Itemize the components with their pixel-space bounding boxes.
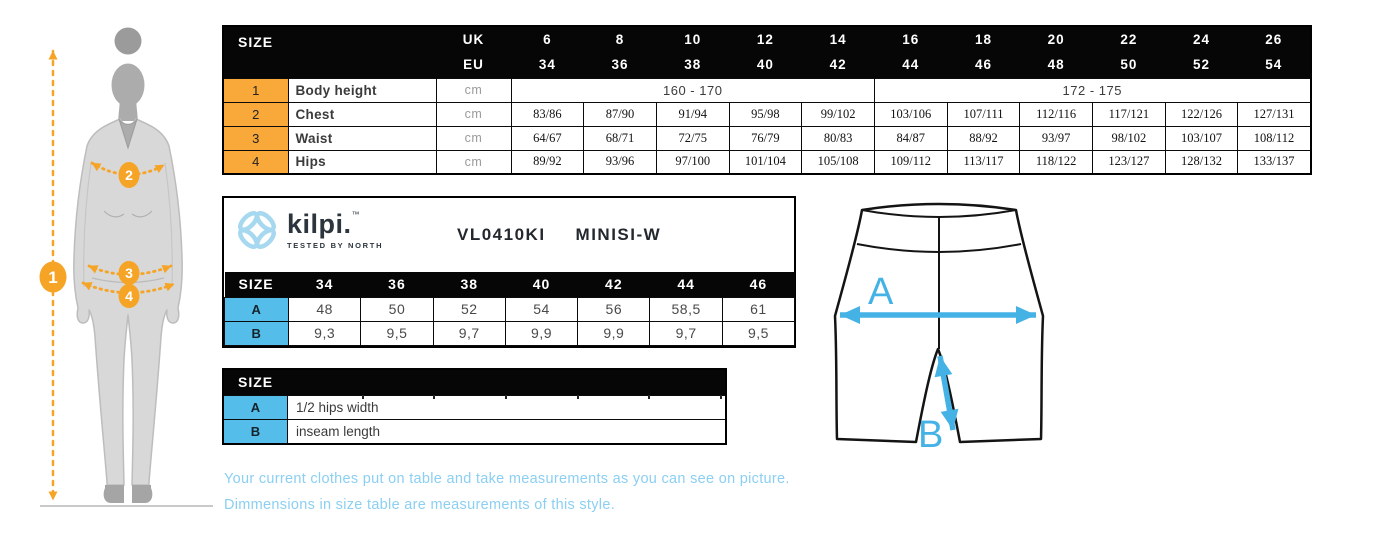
uk-size: 16: [874, 26, 947, 52]
table-row-A: [225, 297, 795, 321]
unit-cell: cm: [436, 150, 511, 174]
note-line-2: Dimmensions in size table are measurements of this style.: [224, 497, 616, 513]
column-tick: [433, 395, 435, 399]
brand-tagline: TESTED BY NORTH: [287, 240, 384, 250]
value-cell: 9,9: [505, 321, 577, 345]
eu-size: 46: [947, 52, 1020, 78]
row-number-cell: 3: [223, 126, 288, 150]
eu-size: 38: [656, 52, 729, 78]
value-cell: 61: [722, 297, 794, 321]
product-measurements: [224, 272, 795, 346]
value-cell: 113/117: [947, 150, 1020, 174]
uk-row-label: UK: [436, 26, 511, 52]
eu-size: 52: [1165, 52, 1238, 78]
value-cell: 95/98: [729, 102, 802, 126]
size-col: 36: [361, 272, 433, 297]
product-code: [457, 225, 661, 245]
product-name-value: MINISI-W: [575, 225, 662, 244]
value-cell: 9,5: [722, 321, 794, 345]
value-cell: 101/104: [729, 150, 802, 174]
value-cell: 9,9: [578, 321, 650, 345]
row-number-cell: 2: [223, 102, 288, 126]
value-cell: 105/108: [802, 150, 875, 174]
value-cell: 87/90: [584, 102, 657, 126]
value-cell: 128/132: [1165, 150, 1238, 174]
figure-left-shoe: [104, 485, 124, 503]
value-cell: 98/102: [1093, 126, 1166, 150]
product-size-table: [222, 196, 796, 348]
uk-size: 6: [511, 26, 584, 52]
value-cell: 117/121: [1093, 102, 1166, 126]
value-cell: 112/116: [1020, 102, 1093, 126]
value-cell: 84/87: [874, 126, 947, 150]
size-header-label: SIZE: [223, 26, 436, 78]
point-1-label: 1: [48, 268, 58, 287]
row-label-cell: Body height: [288, 78, 436, 102]
table-row-hips: [223, 150, 1311, 174]
unit-cell: cm: [436, 102, 511, 126]
figure-neck: [118, 100, 138, 121]
dimension-label-cell: A: [225, 297, 289, 321]
uk-size: 26: [1238, 26, 1311, 52]
value-cell: 64/67: [511, 126, 584, 150]
legend-row-B: [224, 419, 725, 443]
dimension-legend-table: [222, 368, 727, 445]
value-cell: 88/92: [947, 126, 1020, 150]
size-col: 40: [505, 272, 577, 297]
size-col: 42: [578, 272, 650, 297]
trademark-symbol: ™: [351, 209, 361, 219]
table-row-B: [225, 321, 795, 345]
value-cell: 103/107: [1165, 126, 1238, 150]
value-cell: 97/100: [656, 150, 729, 174]
value-cell: 123/127: [1093, 150, 1166, 174]
eu-size: 44: [874, 52, 947, 78]
value-cell: 83/86: [511, 102, 584, 126]
product-header: [224, 198, 794, 272]
value-cell: 68/71: [584, 126, 657, 150]
value-cell: 99/102: [802, 102, 875, 126]
value-cell: 50: [361, 297, 433, 321]
column-tick: [720, 395, 722, 399]
dimension-b-label: B: [918, 414, 944, 450]
uk-size: 8: [584, 26, 657, 52]
kilpi-logo: [234, 207, 383, 253]
value-cell: 58,5: [650, 297, 722, 321]
value-cell: 109/112: [874, 150, 947, 174]
eu-size: 40: [729, 52, 802, 78]
size-header-label: SIZE: [224, 370, 725, 395]
figure-right-shoe: [132, 485, 152, 503]
uk-size: 22: [1093, 26, 1166, 52]
eu-size: 42: [802, 52, 875, 78]
dimension-label-cell: B: [225, 321, 289, 345]
measurement-notes: [224, 466, 790, 518]
dimension-description: 1/2 hips width: [296, 400, 379, 415]
point-4-label: 4: [125, 288, 133, 304]
column-tick: [577, 395, 579, 399]
eu-row-label: EU: [436, 52, 511, 78]
eu-size: 36: [584, 52, 657, 78]
size-col: 34: [289, 272, 361, 297]
value-cell: 80/83: [802, 126, 875, 150]
row-number-cell: 4: [223, 150, 288, 174]
product-code-value: VL0410KI: [457, 225, 546, 244]
size-col: 46: [722, 272, 794, 297]
note-line-1: Your current clothes put on table and take measurements as you can see on picture.: [224, 471, 790, 487]
value-cell: 107/111: [947, 102, 1020, 126]
value-cell: 103/106: [874, 102, 947, 126]
value-cell: 9,5: [361, 321, 433, 345]
value-cell: 54: [505, 297, 577, 321]
column-tick: [362, 395, 364, 399]
uk-size: 10: [656, 26, 729, 52]
dimension-label-cell: A: [224, 396, 288, 419]
column-tick: [648, 395, 650, 399]
table-row-waist: [223, 126, 1311, 150]
brand-name: kilpi.™: [287, 208, 361, 239]
shorts-measurement-diagram: [828, 198, 1050, 450]
dimension-label-cell: B: [224, 420, 288, 443]
row-label-cell: Waist: [288, 126, 436, 150]
kilpi-knot-icon: [234, 207, 280, 253]
row-label-cell: Chest: [288, 102, 436, 126]
value-cell: 9,3: [289, 321, 361, 345]
row-number-cell: 1: [223, 78, 288, 102]
value-cell: 72/75: [656, 126, 729, 150]
value-cell: 127/131: [1238, 102, 1311, 126]
value-cell: 122/126: [1165, 102, 1238, 126]
eu-size: 50: [1093, 52, 1166, 78]
value-cell: 56: [578, 297, 650, 321]
table-row-chest: [223, 102, 1311, 126]
unit-cell: cm: [436, 78, 511, 102]
eu-size: 54: [1238, 52, 1311, 78]
size-header-label: SIZE: [225, 272, 289, 297]
dimension-description: inseam length: [296, 424, 381, 439]
size-col: 44: [650, 272, 722, 297]
value-cell: 118/122: [1020, 150, 1093, 174]
value-cell: 76/79: [729, 126, 802, 150]
value-cell: 93/96: [584, 150, 657, 174]
value-cell: 9,7: [650, 321, 722, 345]
value-cell: 93/97: [1020, 126, 1093, 150]
value-cell: 108/112: [1238, 126, 1311, 150]
point-2-label: 2: [125, 167, 133, 183]
uk-size: 14: [802, 26, 875, 52]
value-cell: 91/94: [656, 102, 729, 126]
uk-size: 24: [1165, 26, 1238, 52]
body-size-table: [222, 25, 1312, 175]
value-cell: 160 - 170: [511, 78, 874, 102]
figure-hair-bun: [115, 28, 142, 55]
unit-cell: cm: [436, 126, 511, 150]
value-cell: 48: [289, 297, 361, 321]
column-tick: [505, 395, 507, 399]
value-cell: 89/92: [511, 150, 584, 174]
uk-size: 20: [1020, 26, 1093, 52]
value-cell: 172 - 175: [874, 78, 1310, 102]
eu-size: 48: [1020, 52, 1093, 78]
table-row-body-height: [223, 78, 1311, 102]
point-3-label: 3: [125, 265, 133, 281]
uk-size: 12: [729, 26, 802, 52]
value-cell: 133/137: [1238, 150, 1311, 174]
row-label-cell: Hips: [288, 150, 436, 174]
value-cell: 52: [433, 297, 505, 321]
value-cell: 9,7: [433, 321, 505, 345]
dimension-a-label: A: [868, 271, 894, 313]
size-col: 38: [433, 272, 505, 297]
eu-size: 34: [511, 52, 584, 78]
body-measurement-figure: [28, 15, 223, 515]
uk-size: 18: [947, 26, 1020, 52]
